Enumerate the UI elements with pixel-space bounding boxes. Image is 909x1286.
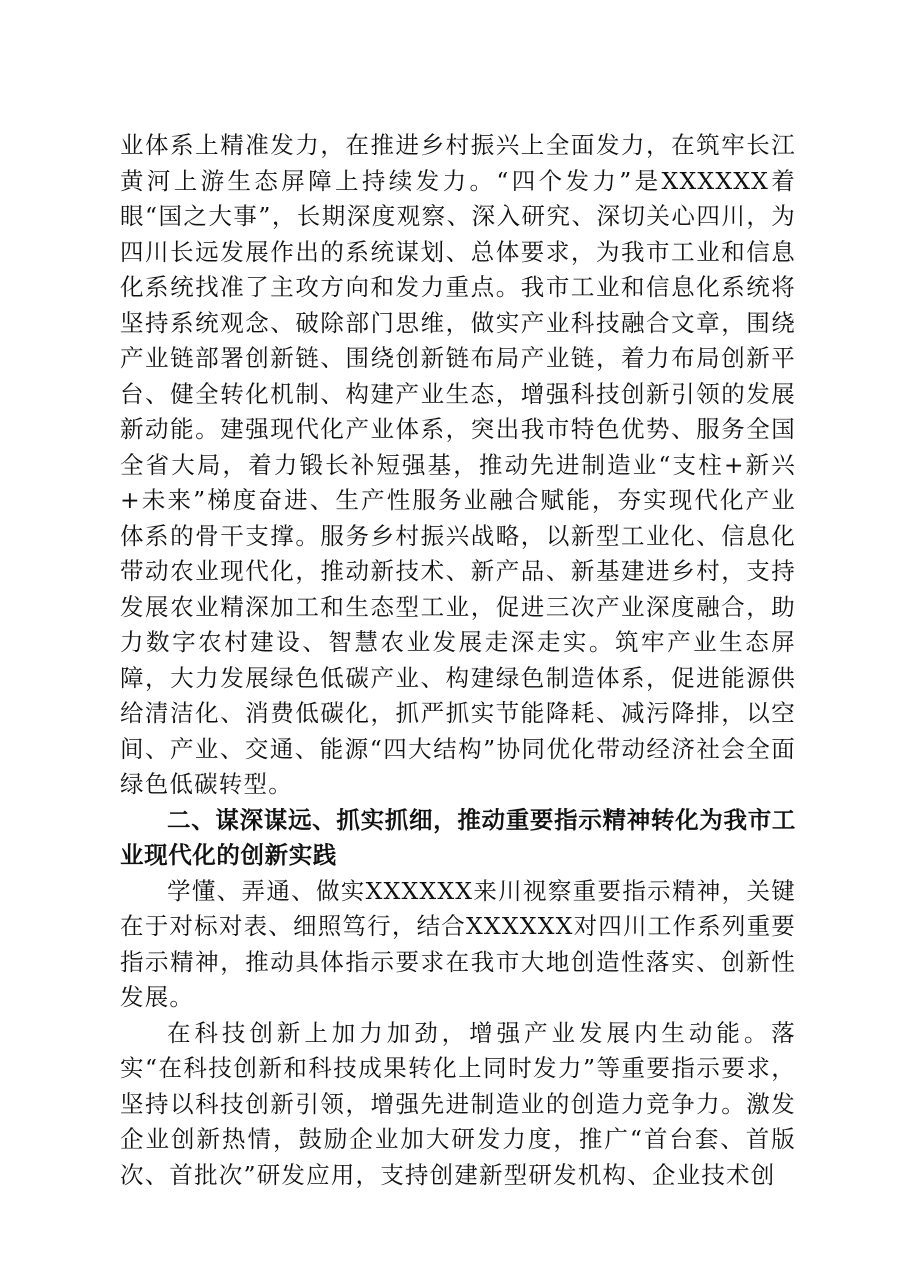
body-paragraph-continuation: 业体系上精准发力，在推进乡村振兴上全面发力，在筑牢长江黄河上游生态屏障上持续发力。“四个发力”是XXXXXX着眼“国之大事”，长期深度观察、深入研究、深切关心四川，为四川长远发展作出的系统谋划、总体要求，为我市工业和信息化系统找准了主攻方向和发力重点。我市工业和信息化系统将坚持系统观念、破除部门思维，做实产业科技融合文章，围绕产业链部署创新链、围绕创新链布局产业链，着力布局创新平台、健全转化机制、构建产业生态，增强科技创新引领的发展新动能。建强现代化产业体系，突出我市特色优势、服务全国全省大局，着力锻长补短强基，推动先进制造业“支柱+新兴+未来”梯度奋进、生产性服务业融合赋能，夯实现代化产业体系的骨干支撑。服务乡村振兴战略，以新型工业化、信息化带动农业现代化，推动新技术、新产品、新基建进乡村，支持发展农业精深加工和生态型工业，促进三次产业深度融合，助力数字农村建设、智慧农业发展走深走实。筑牢产业生态屏障，大力发展绿色低碳产业、构建绿色制造体系，促进能源供给清洁化、消费低碳化，抓严抓实节能降耗、减污降排，以空间、产业、交通、能源“四大结构”协同优化带动经济社会全面绿色低碳转型。: [120, 131, 796, 798]
body-paragraph: 在科技创新上加力加劲，增强产业发展内生动能。落实“在科技创新和科技成果转化上同时发力”等重要指示要求，坚持以科技创新引领，增强先进制造业的创造力竞争力。激发企业创新热情，鼓励企业加大研发力度，推广“首台套、首版次、首批次”研发应用，支持创建新型研发机构、企业技术创: [120, 1018, 796, 1189]
body-paragraph: 学懂、弄通、做实XXXXXX来川视察重要指示精神，关键在于对标对表、细照笃行，结合XXXXXX对四川工作系列重要指示精神，推动具体指示要求在我市大地创造性落实、创新性发展。: [120, 876, 796, 1011]
section-heading: 二、谋深谋远、抓实抓细，推动重要指示精神转化为我市工业现代化的创新实践: [120, 805, 796, 869]
document-body: [120, 128, 796, 1193]
